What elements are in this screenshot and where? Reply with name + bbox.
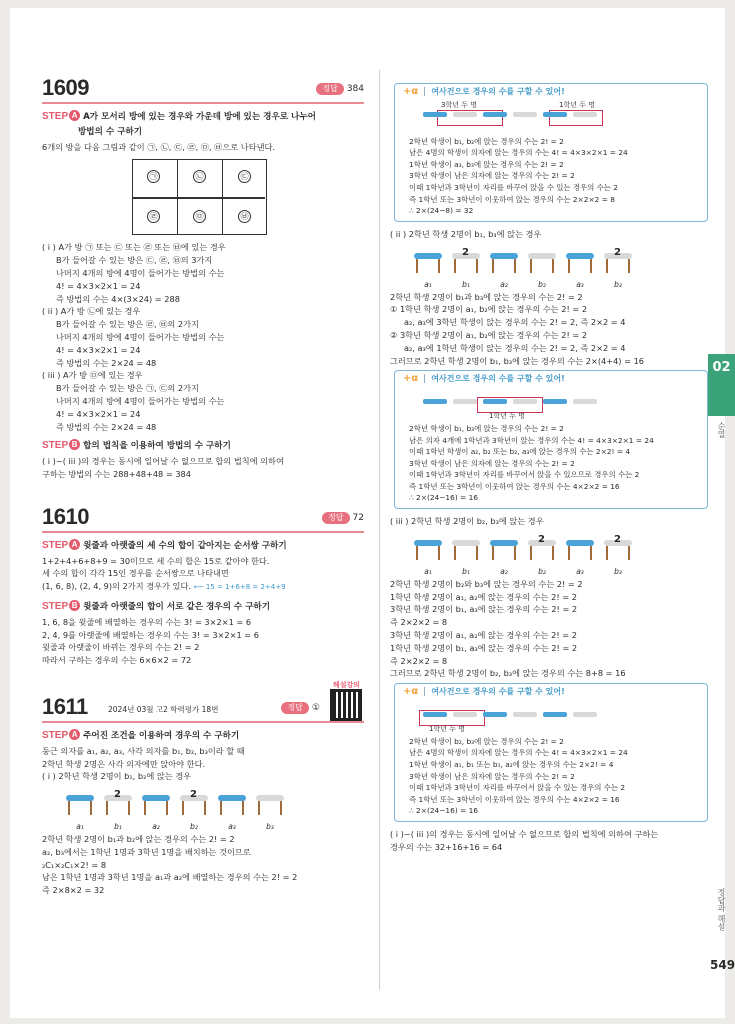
tip-line: ∴ 2×(24−16) = 16 [409,493,479,503]
solution-line: 즉 방법의 수는 4×(3×24) = 288 [56,293,180,304]
solution-line: ( i )~( iii )의 경우는 동시에 일어날 수 없으므로 합의 법칙에 의하여 [42,456,284,467]
square-chair [528,533,556,562]
problem-number: 1611 [42,693,88,719]
chair-label: b₂ [538,279,546,289]
chair-label: a₃ [576,279,584,289]
mini-chair [453,399,477,404]
grade-mark: 2 [462,246,469,258]
solution-line: 따라서 구하는 경우의 수는 6×6×2 = 72 [42,655,192,666]
mini-chair [483,712,507,717]
solution-line: 세 수의 합이 각각 15인 경우를 순서쌍으로 나타내면 [42,568,229,579]
problem-1611-header [42,680,364,723]
problem-source: 2024년 03월 고2 학력평가 18번 [108,704,219,714]
mini-chair [573,112,597,117]
round-chair [490,540,518,562]
solution-line: ( i ) A가 방 ㉠ 또는 ㉢ 또는 ㉣ 또는 ㉥에 있는 경우 [42,242,226,253]
tip-header: +α 여사건으로 경우의 수를 구할 수 있어! [403,86,565,97]
grade-mark: 2 [614,246,621,258]
tip-line: 3학년 학생이 남은 의자에 앉는 경우의 수는 2! = 2 [409,458,575,468]
solution-line: 4! = 4×3×2×1 = 24 [56,344,141,355]
left-column [42,74,364,897]
group-label: 3학년 두 명 [441,100,477,109]
solution-line: a₂, a₃에 1학년 학생이 앉는 경우의 수는 2! = 2, 즉 2×2 = 4 [404,342,626,353]
grade-mark: 2 [538,533,545,545]
chair-arrangement [414,245,708,291]
tip-line: 이때 1학년과 3학년이 자리를 바꾸어 앉을 수 있는 경우의 수는 2 [409,182,618,192]
answer-value: 384 [346,84,364,94]
tip-line: 3학년 학생이 남은 의자에 앉는 경우의 수는 2! = 2 [409,771,575,781]
room-label: ㉣ [147,210,160,223]
qr-label: 해설강의 [332,680,360,689]
mini-chair [453,712,477,717]
round-chair [566,253,594,275]
solution-line: 구하는 방법의 수는 288+48+48 = 384 [42,468,191,479]
square-chair [604,246,632,275]
tip-line: 이때 1학년과 3학년이 자리를 바꾸어서 앉을 수 있는 경우의 수는 2 [409,783,626,793]
square-chair [180,789,208,817]
answer [281,702,320,715]
group-label: 1학년 두 명 [489,411,525,420]
square-chair [256,795,284,817]
tip-line: 2학년 학생이 b₁, b₂에 앉는 경우의 수는 2! = 2 [409,136,564,146]
solution-line: B가 들어갈 수 있는 방은 ㉣, ㉥의 2가지 [56,319,199,330]
qr-code[interactable] [330,689,362,721]
chair-arrangement [414,532,708,578]
mini-chair [573,399,597,404]
mini-chair [513,112,537,117]
step-b-title: STEP B 합의 법칙을 이용하여 방법의 수 구하기 [42,440,231,452]
round-chair [218,795,246,817]
mini-chair [513,399,537,404]
solution-line: 3학년 학생 2명이 b₁, a₃에 앉는 경우의 수는 2! = 2 [390,604,578,615]
tip-line: 남은 4명의 학생이 의자에 앉는 경우의 수는 4! = 4×3×2×1 = 24 [409,148,628,158]
mini-chair [573,712,597,717]
solution-line: 1, 6, 8을 윗줄에 배열하는 경우의 수는 3! = 3×2×1 = 6 [42,616,252,627]
chair-label: b₂ [190,822,198,832]
chair-label: a₂ [500,566,508,576]
square-chair [604,533,632,562]
side-footer: 정답과 해설 [717,888,726,931]
answer-value: ① [311,702,320,713]
page-number: 549 [710,958,735,972]
chair-label: b₁ [462,279,470,289]
chair-label: b₃ [266,822,274,832]
solution-line: 즉 2×2×2 = 8 [390,617,448,628]
solution-line: 즉 2×8×2 = 32 [42,885,105,896]
mini-chair [423,399,447,404]
solution-line: ( i ) 2학년 학생 2명이 b₁, b₂에 앉는 경우 [42,771,192,782]
tip-line: 이때 1학년 학생이 a₂, b₂ 또는 b₂, a₃에 앉는 경우의 수는 2×2! = 4 [409,447,631,457]
case-title: ( ii ) 2학년 학생 2명이 b₁, b₃에 앉는 경우 [390,228,542,239]
mini-chair [483,112,507,117]
solution-line: ₂C₁×₂C₁×2! = 8 [42,859,107,870]
mini-chair [543,399,567,404]
tip-line: 즉 1학년 또는 3학년이 이웃하여 앉는 경우의 수는 4×2×2 = 16 [409,481,620,491]
chapter-tab[interactable]: 02 [708,354,735,416]
tip-line: 2학년 학생이 b₁, b₃에 앉는 경우의 수는 2! = 2 [409,423,564,433]
tip-box-1 [394,83,708,222]
answer-badge: 정답 [281,702,308,714]
room-label: ㉥ [238,210,251,223]
solution-line: ( ii ) A가 방 ㉡에 있는 경우 [42,306,141,317]
chair-arrangement [66,787,364,833]
tip-line: 1학년 학생이 a₃, b₃에 앉는 경우의 수는 2! = 2 [409,159,564,169]
chair-label: b₂ [538,566,546,576]
solution-line: B가 들어갈 수 있는 방은 ㉢, ㉣, ㉥의 3가지 [56,255,213,266]
answer-badge: 정답 [316,83,343,95]
square-chair [452,246,480,275]
solution-line: B가 들어갈 수 있는 방은 ㉠, ㉢의 2가지 [56,383,199,394]
mini-chair [513,712,537,717]
solution-line: ② 3학년 학생 2명이 a₁, b₂에 앉는 경우의 수는 2! = 2 [390,329,588,340]
round-chair [142,795,170,817]
square-chair [104,789,132,817]
mini-chair [543,712,567,717]
solution-line: a₂, a₃에 3학년 학생이 앉는 경우의 수는 2! = 2, 즉 2×2 = 4 [404,317,626,328]
solution-line: 즉 방법의 수는 2×24 = 48 [56,357,157,368]
tip-line: ∴ 2×(24−8) = 32 [409,206,474,216]
solution-line: 1학년 학생 2명이 b₁, a₃에 앉는 경우의 수는 2! = 2 [390,642,578,653]
solution-line: 2학년 학생 2명이 b₂와 b₃에 앉는 경우의 수는 2! = 2 [390,578,583,589]
chair-label: a₁ [424,566,432,576]
mini-chair [543,112,567,117]
step-b-title: STEP B 윗줄과 아랫줄의 합이 서로 같은 경우의 수 구하기 [42,600,271,612]
answer-badge: 정답 [322,512,349,524]
room-label: ㉢ [238,170,251,183]
chair-label: a₁ [76,822,84,832]
square-chair [452,540,480,562]
step-a-title-line2: 방법의 수 구하기 [78,126,143,137]
solution-line: 2, 4, 9를 아랫줄에 배열하는 경우의 수는 3! = 3×2×1 = 6 [42,629,259,640]
mini-chair [483,399,507,404]
solution-line: ① 1학년 학생 2명이 a₁, b₂에 앉는 경우의 수는 2! = 2 [390,304,588,315]
solution-line: 경우의 수는 32+16+16 = 64 [390,841,503,852]
room-diagram [132,159,267,235]
room-label: ㉤ [193,210,206,223]
problem-1610-header [42,503,364,533]
right-column [390,80,708,854]
round-chair [566,540,594,562]
solution-line: 그러므로 2학년 학생 2명이 b₂, b₃에 앉는 경우의 수는 8+8 = 16 [390,668,626,679]
solution-line: 1+2+4+6+8+9 = 30이므로 세 수의 합은 15로 같아야 한다. [42,555,270,566]
solution-line: 윗줄과 아랫줄이 바뀌는 경우의 수는 2! = 2 [42,642,200,653]
tip-line: 남은 4명의 학생이 의자에 앉는 경우의 수는 4! = 4×3×2×1 = 24 [409,748,628,758]
solution-line: 1학년 학생 2명이 a₁, a₂에 앉는 경우의 수는 2! = 2 [390,591,577,602]
answer [322,512,364,525]
chair-label: a₃ [576,566,584,576]
grade-mark: 2 [190,789,197,801]
tip-header: +α 여사건으로 경우의 수를 구할 수 있어! [403,686,565,698]
tip-line: 2학년 학생이 b₂, b₃에 앉는 경우의 수는 2! = 2 [409,736,564,746]
round-chair [414,253,442,275]
mini-chair [423,112,447,117]
solution-line: 4! = 4×3×2×1 = 24 [56,408,141,419]
chair-label: b₁ [462,566,470,576]
tip-line: 즉 1학년 또는 3학년이 이웃하여 앉는 경우의 수는 4×2×2 = 16 [409,794,620,804]
step-a-badge: STEP A [42,111,80,122]
grade-mark: 2 [114,789,121,801]
column-divider [379,70,380,990]
round-chair [414,540,442,562]
chair-label: a₂ [152,822,160,832]
solution-line: 나머지 4개의 방에 4명이 들어가는 방법의 수는 [56,267,225,278]
solution-line: 4! = 4×3×2×1 = 24 [56,280,141,291]
step-a-title: STEP A 주어진 조건을 이용하여 경우의 수 구하기 [42,729,240,741]
solution-line: a₂, b₃에서는 1학년 1명과 3학년 1명을 배치하는 것이므로 [42,846,251,857]
mini-chair [423,712,447,717]
answer [316,83,364,96]
tip-line: 남은 의자 4개에 1학년과 3학년이 앉는 경우의 수는 4! = 4×3×2×1 = 24 [409,435,654,445]
page [10,8,735,1018]
solution-line: 3학년 학생 2명이 a₁, a₂에 앉는 경우의 수는 2! = 2 [390,630,577,641]
chair-label: b₃ [614,566,622,576]
problem-number: 1610 [42,503,89,529]
chapter-title: 순열 [717,422,726,438]
chair-label: b₃ [614,279,622,289]
room-label: ㉠ [147,170,160,183]
solution-line: ( iii ) A가 방 ㉤에 있는 경우 [42,370,143,381]
round-chair [490,253,518,275]
case-title: ( iii ) 2학년 학생 2명이 b₂, b₃에 앉는 경우 [390,516,544,527]
solution-line: 나머지 4개의 방에 4명이 들어가는 방법의 수는 [56,331,225,342]
group-label: 1학년 두 명 [429,724,465,733]
tip-box-2 [394,370,708,509]
mini-arrangement-1 [419,100,699,134]
step-a-title: STEP A A가 모서리 방에 있는 경우와 가운데 방에 있는 경우로 나누어 [42,111,316,122]
room-label: ㉡ [193,170,206,183]
chair-label: a₁ [424,279,432,289]
tip-line: 1학년 학생이 a₁, b₁ 또는 b₁, a₂에 앉는 경우의 수는 2×2! = 4 [409,760,614,770]
tip-line: 3학년 학생이 남은 의자에 앉는 경우의 수는 2! = 2 [409,171,575,181]
grade-mark: 2 [614,533,621,545]
square-chair [528,253,556,275]
solution-line: 즉 방법의 수는 2×24 = 48 [56,421,157,432]
solution-line: 2학년 학생 2명이 b₁과 b₃에 앉는 경우의 수는 2! = 2 [390,291,583,302]
solution-line: 그러므로 2학년 학생 2명이 b₁, b₃에 앉는 경우의 수는 2×(4+4) = 16 [390,355,644,366]
solution-line: 2학년 학생 2명이 b₁과 b₂에 앉는 경우의 수는 2! = 2 [42,834,235,845]
tip-line: 이때 1학년과 3학년이 자리를 바꾸어서 앉을 수 있으므로 경우의 수는 2 [409,470,640,480]
mini-arrangement-2 [419,387,699,421]
chair-label: b₁ [114,822,122,832]
solution-line: 남은 1학년 1명과 3학년 1명을 a₁과 a₂에 배열하는 경우의 수는 2! = 2 [42,872,298,883]
tip-line: ∴ 2×(24−16) = 16 [409,806,479,816]
solution-line: 즉 2×2×2 = 8 [390,655,448,666]
solution-line: 나머지 4개의 방에 4명이 들어가는 방법의 수는 [56,395,225,406]
chair-label: a₃ [228,822,236,832]
chair-label: a₂ [500,279,508,289]
solution-line: 둥근 의자를 a₁, a₂, a₃, 사각 의자를 b₁, b₂, b₃이라 할 때 [42,745,245,756]
problem-number: 1609 [42,75,89,100]
solution-line: 2학년 학생 2명은 사각 의자에만 앉아야 한다. [42,758,206,769]
mini-arrangement-3 [419,700,699,734]
tip-header: +α 여사건으로 경우의 수를 구할 수 있어! [403,373,565,385]
round-chair [66,795,94,817]
tip-box-3 [394,683,708,822]
answer-value: 72 [352,512,364,523]
solution-line: (1, 6, 8), (2, 4, 9)의 2가지 경우가 있다. ⟵ 15 = 1+6+8 = 2+4+9 [42,581,286,592]
solution-line: ( i )~( iii )의 경우는 동시에 일어날 수 없으므로 합의 법칙에 의하여 구하는 [390,829,659,839]
group-label: 1학년 두 명 [559,100,595,109]
problem-1609-header [42,74,364,104]
tip-line: 즉 1학년 또는 3학년이 이웃하여 앉는 경우의 수는 2×2×2 = 8 [409,194,615,204]
side-note: ⟵ 15 = 1+6+8 = 2+4+9 [193,583,286,592]
mini-chair [453,112,477,117]
intro-text: 6개의 방을 다음 그림과 같이 ㉠, ㉡, ㉢, ㉣, ㉤, ㉥으로 나타낸다. [42,141,276,152]
step-b-badge: STEP B [42,440,80,451]
step-a-title: STEP A 윗줄과 아랫줄의 세 수의 합이 같아지는 순서쌍 구하기 [42,539,287,551]
